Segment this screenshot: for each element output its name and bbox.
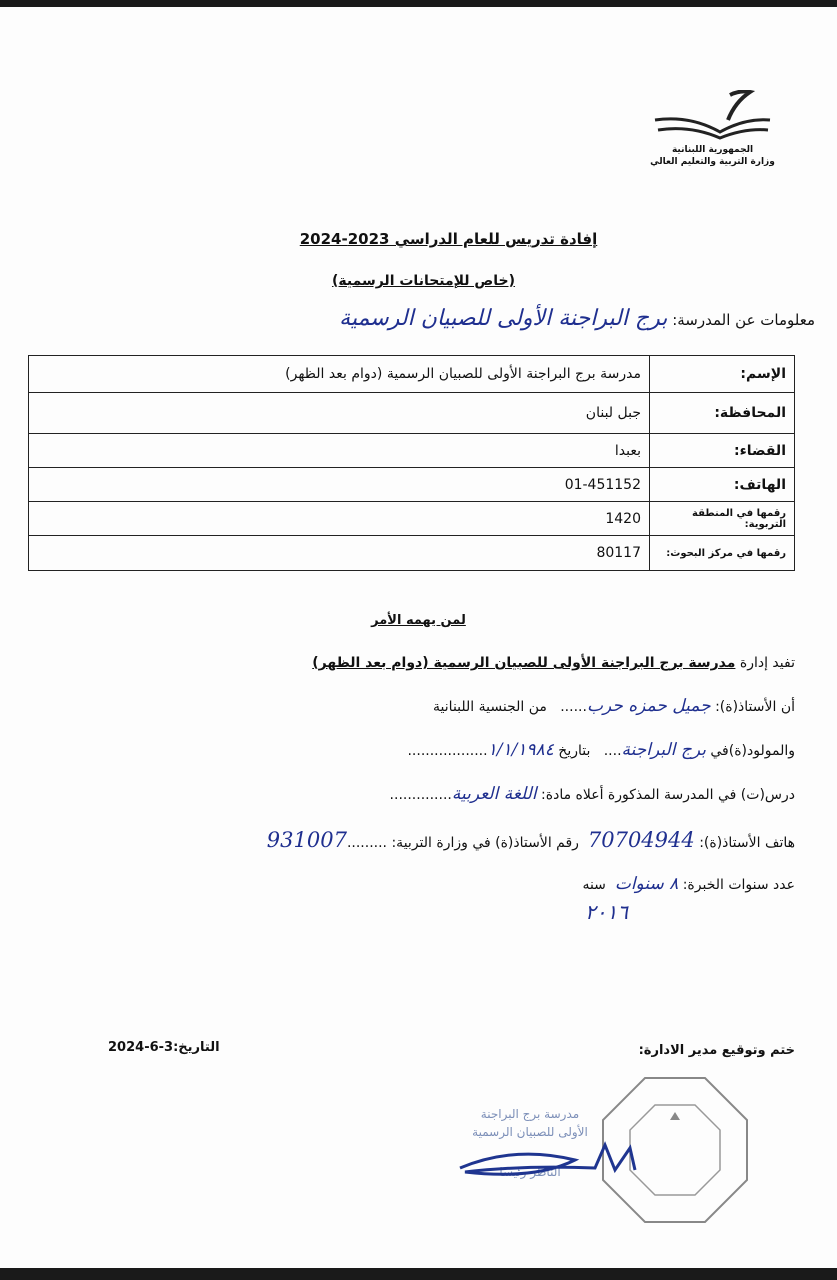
top-edge [0, 0, 837, 7]
row-label: الإسم: [650, 356, 795, 393]
teacher-label: أن الأستاذ(ة): [715, 699, 795, 715]
row-label: القضاء: [650, 434, 795, 468]
school-info-handwritten: برج البراجنة الأولى للصبيان الرسمية [339, 306, 668, 331]
row-value: جبل لبنان [29, 393, 650, 434]
logo-line-2: وزارة التربية والتعليم العالي [650, 157, 775, 167]
table-row [29, 356, 795, 393]
subject: اللغة العربية [451, 784, 537, 804]
born-date: ١/١/١٩٨٤ [487, 740, 554, 760]
phone-label: هاتف الأستاذ(ة): [699, 835, 795, 851]
school-info-line [339, 306, 815, 331]
school-info-table [28, 355, 795, 571]
bottom-edge [0, 1268, 837, 1280]
logo-line-1: الجمهورية اللبنانية [671, 145, 754, 155]
stamp-line-3: الناظر رئيسا [499, 1165, 561, 1179]
row-value: مدرسة برج البراجنة الأولى للصبيان الرسمية (دوام بعد الظهر) [29, 356, 650, 393]
date-label: بتاريخ [558, 743, 591, 759]
ministry-label: رقم الأستاذ(ة) في وزارة التربية: [391, 835, 579, 851]
born-place: برج البراجنة [621, 740, 706, 760]
years: ٨ سنوات [614, 874, 679, 894]
since-year: ٢٠١٦ [585, 900, 628, 924]
document-date: التاريخ:3-6-2024 [108, 1040, 220, 1055]
table-row [29, 468, 795, 502]
years-label: عدد سنوات الخبرة: [682, 877, 795, 893]
row-label: رقمها في المنطقة التربوية: [650, 502, 795, 536]
row-value: 01-451152 [29, 468, 650, 502]
body-line-1 [312, 655, 795, 671]
table-row [29, 502, 795, 536]
table-row [29, 393, 795, 434]
row-value: 1420 [29, 502, 650, 536]
phone: 70704944 [587, 828, 695, 852]
line1-prefix: تفيد إدارة [739, 655, 795, 671]
body-line-teacher: أن الأستاذ(ة): جميل حمزه حرب...... من الجنسية اللبنانية [433, 696, 795, 716]
row-label: الهاتف: [650, 468, 795, 502]
document-title: إفادة تدريس للعام الدراسي 2023-2024 [299, 230, 598, 248]
row-value: بعبدا [29, 434, 650, 468]
stamp-line-1: مدرسة برج البراجنة [480, 1107, 580, 1121]
table-row [29, 536, 795, 571]
stamp-line-2: الأولى للصبيان الرسمية [472, 1125, 588, 1139]
body-line-phone: هاتف الأستاذ(ة): 70704944 رقم الأستاذ(ة) في وزارة التربية: .........931007 [266, 828, 795, 852]
row-value: 80117 [29, 536, 650, 571]
table-row [29, 434, 795, 468]
born-label: والمولود(ة)في [710, 743, 795, 759]
body-line-subject: درس(ت) في المدرسة المذكورة أعلاه مادة: اللغة العربية.............. [389, 784, 795, 804]
row-label: المحافظة: [650, 393, 795, 434]
open-book-icon [650, 90, 775, 140]
document-subtitle: (خاص للإمتحانات الرسمية) [331, 273, 516, 289]
ministry-number: 931007 [266, 828, 347, 852]
line1-school: مدرسة برج البراجنة الأولى للصبيان الرسمية (دوام بعد الظهر) [312, 655, 736, 671]
signature-label: ختم وتوقيع مدير الادارة: [638, 1043, 795, 1058]
subject-label: درس(ت) في المدرسة المذكورة أعلاه مادة: [541, 787, 795, 803]
years-unit: سنه [582, 877, 606, 893]
ministry-logo [650, 90, 775, 175]
director-signature-icon [455, 1140, 645, 1185]
nationality: من الجنسية اللبنانية [433, 699, 547, 715]
row-label: رقمها في مركز البحوث: [650, 536, 795, 571]
teacher-name: جميل حمزه حرب [586, 696, 711, 716]
body-line-born: والمولود(ة)في برج البراجنة.... بتاريخ ١/١/١٩٨٤.................. [407, 740, 795, 760]
body-line-years [582, 874, 795, 894]
school-info-label: معلومات عن المدرسة: [672, 311, 815, 329]
to-whom-heading: لمن يهمه الأمر [371, 613, 466, 628]
